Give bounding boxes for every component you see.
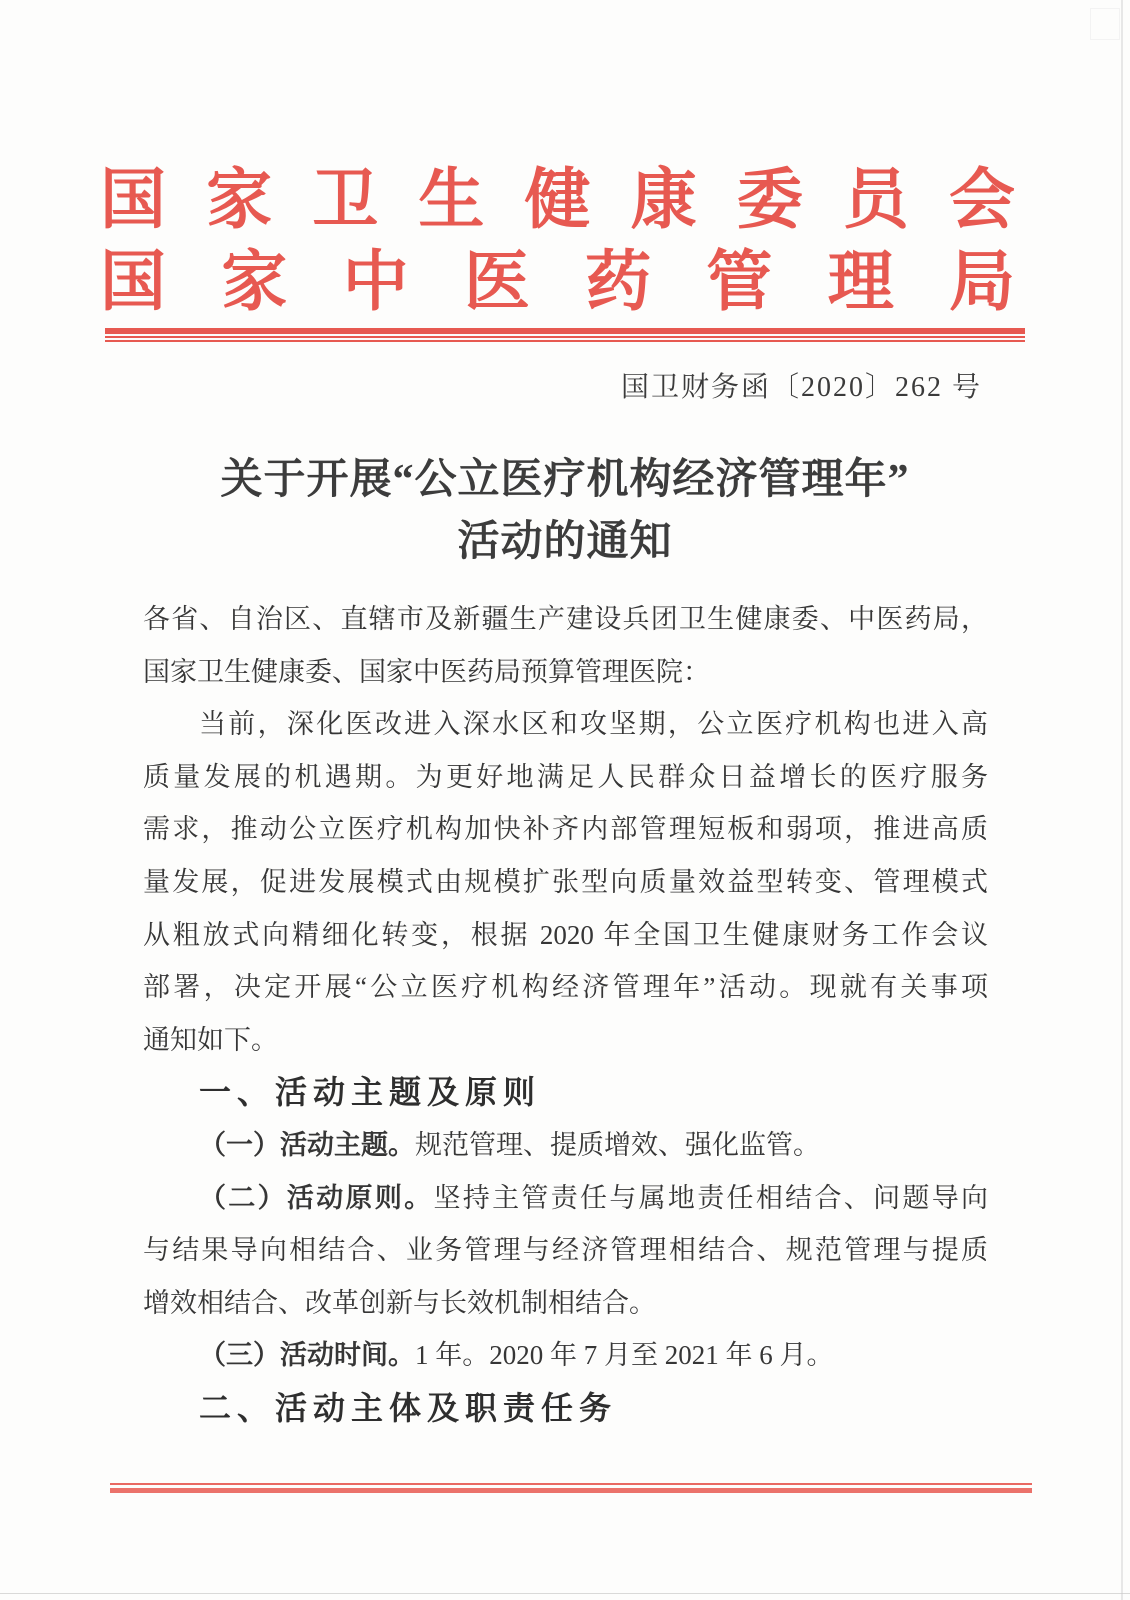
body-text: 通知如下。 xyxy=(143,1024,278,1055)
letterhead-org-1: 国 家 卫 生 健 康 委 员 会 xyxy=(100,164,1015,237)
body-text: 国家卫生健康委、国家中医药局预算管理医院： xyxy=(143,656,710,687)
body-text: 1 年。2020 年 7 月至 2021 年 6 月。 xyxy=(415,1340,834,1371)
body-line xyxy=(143,751,988,804)
body-line xyxy=(143,803,988,856)
body-line xyxy=(143,1224,988,1277)
body-line xyxy=(143,1172,988,1225)
body-text: 当前，深化医改进入深水区和攻坚期，公立医疗机构也进入高 xyxy=(199,709,988,740)
body-text: 与结果导向相结合、业务管理与经济管理相结合、规范管理与提质 xyxy=(143,1235,988,1266)
letterhead-org-2: 国 家 中 医 药 管 理 局 xyxy=(100,246,1015,319)
body-line xyxy=(143,698,988,751)
paragraph-lead: （一）活动主题。 xyxy=(199,1129,415,1160)
scan-edge-artifact xyxy=(1121,0,1123,1600)
document-number: 国卫财务函〔2020〕262 号 xyxy=(620,372,982,403)
document-body xyxy=(143,593,988,1435)
body-line xyxy=(143,909,988,962)
body-line xyxy=(143,1119,988,1172)
body-text: 从粗放式向精细化转变，根据 2020 年全国卫生健康财务工作会议 xyxy=(143,919,988,950)
paragraph-lead: （二）活动原则。 xyxy=(199,1182,434,1213)
body-line xyxy=(143,1066,988,1119)
body-line xyxy=(143,1014,988,1067)
body-text: 增效相结合、改革创新与长效机制相结合。 xyxy=(143,1287,656,1318)
document-title-line-1: 关于开展“公立医疗机构经济管理年” xyxy=(220,457,910,503)
body-line xyxy=(143,1382,988,1435)
letterhead-divider xyxy=(105,328,1025,342)
document-title xyxy=(0,449,1130,573)
body-text: 坚持主管责任与属地责任相结合、问题导向 xyxy=(433,1182,989,1213)
body-text: 质量发展的机遇期。为更好地满足人民群众日益增长的医疗服务 xyxy=(143,761,988,792)
scan-edge-artifact xyxy=(1090,8,1120,40)
footer-divider xyxy=(110,1483,1032,1493)
body-text: 规范管理、提质增效、强化监管。 xyxy=(415,1129,820,1160)
red-divider-stripe xyxy=(105,340,1025,342)
body-text: 需求，推动公立医疗机构加快补齐内部管理短板和弱项，推进高质 xyxy=(143,814,988,845)
body-line xyxy=(143,961,988,1014)
red-divider-stripe xyxy=(110,1483,1032,1485)
body-line xyxy=(143,1277,988,1330)
body-line xyxy=(143,646,988,699)
paragraph-lead: （三）活动时间。 xyxy=(199,1340,415,1371)
document-title-line-2: 活动的通知 xyxy=(457,519,673,565)
body-line xyxy=(143,593,988,646)
letterhead xyxy=(0,160,1130,324)
body-text: 各省、自治区、直辖市及新疆生产建设兵团卫生健康委、中医药局， xyxy=(143,604,988,634)
red-divider-stripe xyxy=(110,1488,1032,1493)
body-text: 部署，决定开展“公立医疗机构经济管理年”活动。现就有关事项 xyxy=(143,972,988,1003)
body-line xyxy=(143,856,988,909)
body-text: 一、活动主题及原则 xyxy=(199,1074,542,1111)
body-text: 量发展，促进发展模式由规模扩张型向质量效益型转变、管理模式 xyxy=(143,866,988,897)
scan-edge-artifact xyxy=(0,1593,1130,1594)
body-line xyxy=(143,1329,988,1382)
body-text: 二、活动主体及职责任务 xyxy=(199,1389,618,1426)
